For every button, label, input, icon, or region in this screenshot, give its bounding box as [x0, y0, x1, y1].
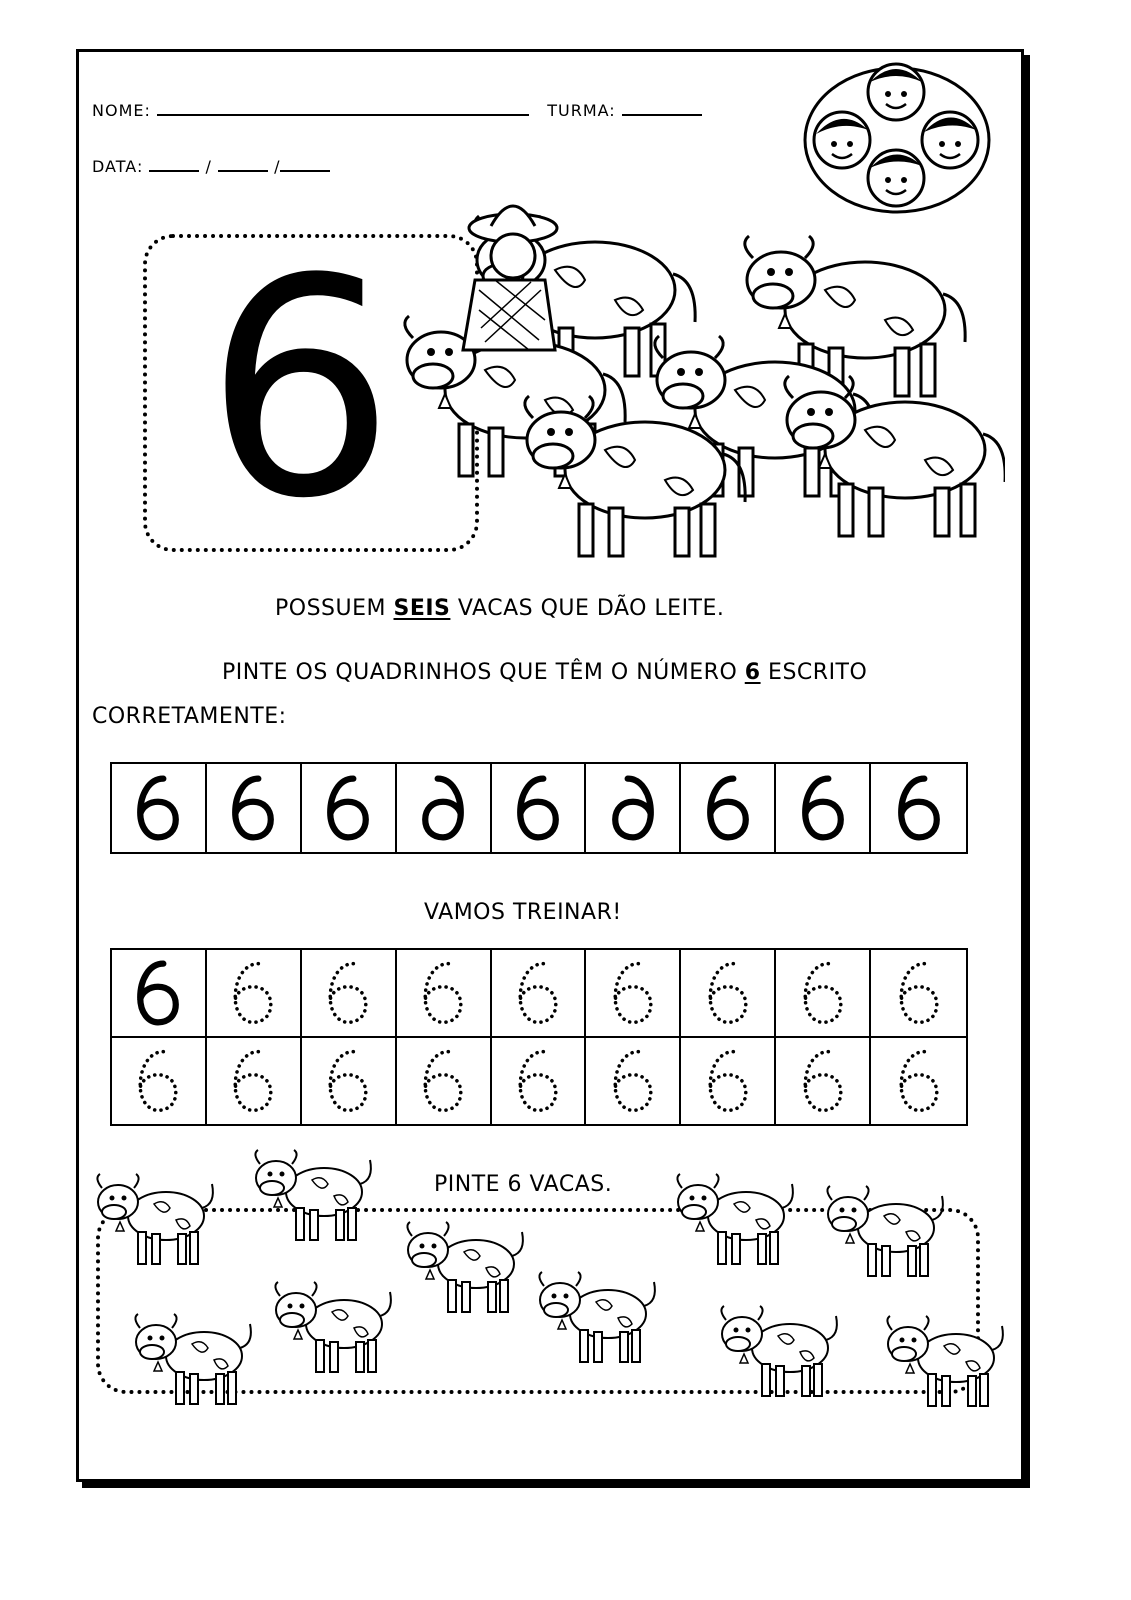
dotted-six-glyph	[411, 1041, 475, 1121]
six-glyph	[696, 768, 760, 848]
choice-cell-mirrored-six[interactable]	[586, 764, 681, 852]
trace-cell[interactable]	[776, 950, 871, 1036]
dotted-six-glyph	[506, 953, 570, 1033]
dotted-six-glyph	[696, 1041, 760, 1121]
trace-grid	[110, 948, 968, 1126]
dotted-six-glyph	[316, 953, 380, 1033]
choice-cell-six[interactable]	[112, 764, 207, 852]
six-glyph	[316, 768, 380, 848]
trace-cell[interactable]	[871, 950, 966, 1036]
class-label: TURMA:	[547, 101, 616, 120]
trace-row	[112, 950, 966, 1038]
date-label: DATA:	[92, 157, 144, 176]
instruction-start: PINTE OS QUADRINHOS QUE TÊM O NÚMERO	[222, 660, 745, 685]
six-glyph	[791, 768, 855, 848]
trace-cell[interactable]	[492, 1038, 587, 1124]
instruction	[222, 660, 867, 685]
instruction-end: ESCRITO	[760, 660, 868, 685]
trace-cell[interactable]	[586, 950, 681, 1036]
cow-frame	[96, 1208, 980, 1394]
trace-cell[interactable]	[776, 1038, 871, 1124]
trace-cell[interactable]	[492, 950, 587, 1036]
date-row	[92, 156, 330, 176]
trace-cell[interactable]	[207, 1038, 302, 1124]
name-field[interactable]	[157, 100, 529, 116]
mirrored-six-glyph	[411, 768, 475, 848]
six-model-glyph	[126, 953, 190, 1033]
instruction-highlight: 6	[744, 660, 761, 685]
choice-cell-mirrored-six[interactable]	[397, 764, 492, 852]
trace-cell[interactable]	[397, 950, 492, 1036]
date-day-field[interactable]	[149, 156, 199, 172]
trace-cell[interactable]	[397, 1038, 492, 1124]
trace-cell[interactable]	[586, 1038, 681, 1124]
trace-cell[interactable]	[207, 950, 302, 1036]
dotted-six-glyph	[791, 953, 855, 1033]
name-row	[92, 100, 702, 120]
choice-row	[110, 762, 968, 854]
dotted-six-glyph	[316, 1041, 380, 1121]
dotted-six-glyph	[411, 953, 475, 1033]
big-number: 6	[204, 215, 396, 564]
trace-cell[interactable]	[681, 950, 776, 1036]
dotted-six-glyph	[791, 1041, 855, 1121]
choice-cell-six[interactable]	[776, 764, 871, 852]
instruction-second-line: CORRETAMENTE:	[92, 704, 287, 729]
date-separator: /	[205, 157, 212, 176]
sentence-highlight: SEIS	[393, 596, 451, 621]
choice-cell-six[interactable]	[871, 764, 966, 852]
trace-cell[interactable]	[681, 1038, 776, 1124]
paint-title: PINTE 6 VACAS.	[434, 1172, 613, 1197]
dotted-six-glyph	[601, 953, 665, 1033]
dotted-six-glyph	[506, 1041, 570, 1121]
cowboy-with-cows-icon	[395, 180, 1005, 585]
trace-cell[interactable]	[112, 950, 207, 1036]
choice-cell-six[interactable]	[207, 764, 302, 852]
trace-cell[interactable]	[302, 950, 397, 1036]
dotted-six-glyph	[887, 1041, 951, 1121]
trace-cell[interactable]	[871, 1038, 966, 1124]
date-separator: /	[274, 157, 281, 176]
dotted-six-glyph	[601, 1041, 665, 1121]
choice-cell-six[interactable]	[302, 764, 397, 852]
six-glyph	[126, 768, 190, 848]
dotted-six-glyph	[696, 953, 760, 1033]
choice-cell-six[interactable]	[681, 764, 776, 852]
date-year-field[interactable]	[280, 156, 330, 172]
mirrored-six-glyph	[601, 768, 665, 848]
six-glyph	[506, 768, 570, 848]
dotted-six-glyph	[221, 1041, 285, 1121]
six-glyph	[221, 768, 285, 848]
trace-cell[interactable]	[302, 1038, 397, 1124]
date-month-field[interactable]	[218, 156, 268, 172]
name-label: NOME:	[92, 101, 151, 120]
sentence-end: VACAS QUE DÃO LEITE.	[450, 596, 725, 621]
dotted-six-glyph	[221, 953, 285, 1033]
trace-row	[112, 1038, 966, 1124]
dotted-six-glyph	[126, 1041, 190, 1121]
dotted-six-glyph	[887, 953, 951, 1033]
trace-cell[interactable]	[112, 1038, 207, 1124]
class-field[interactable]	[622, 100, 702, 116]
sentence-start: POSSUEM	[275, 596, 394, 621]
six-glyph	[887, 768, 951, 848]
sentence	[275, 596, 724, 621]
practice-title: VAMOS TREINAR!	[424, 900, 622, 925]
choice-cell-six[interactable]	[492, 764, 587, 852]
